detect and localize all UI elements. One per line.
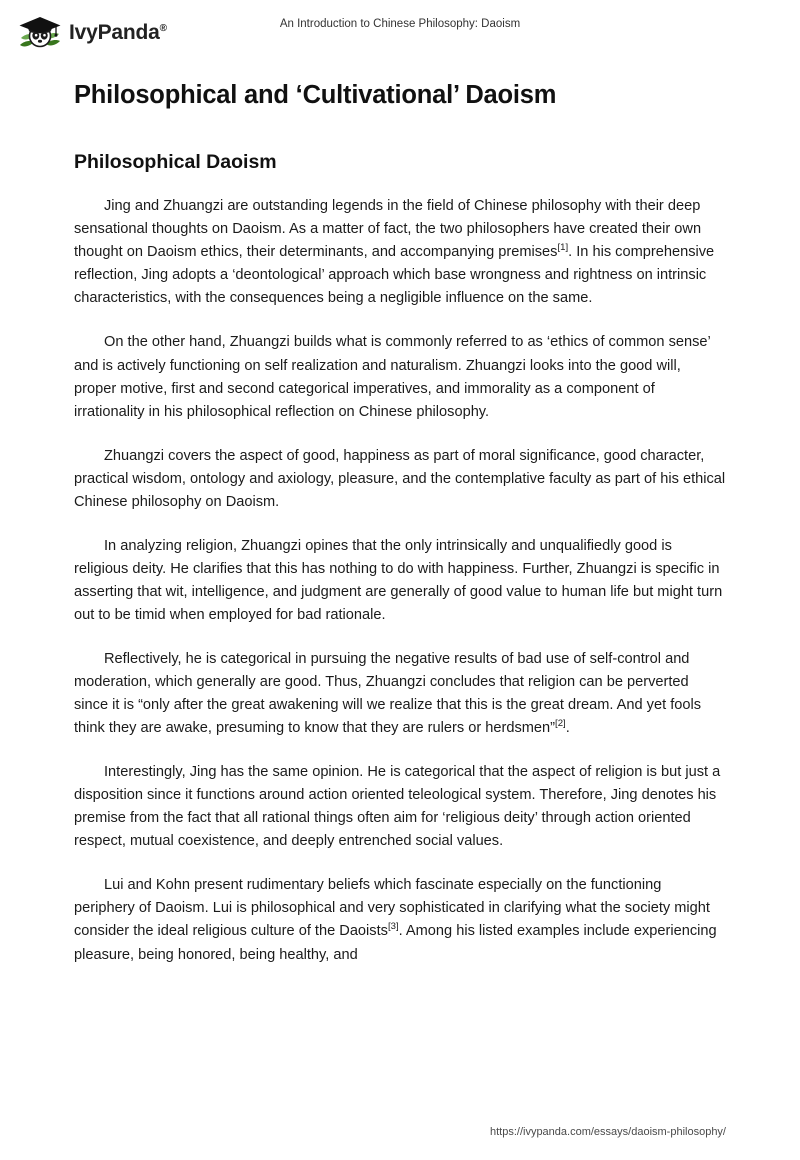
- paragraph-text: . Among his listed examples include experiencing pleasure, being honored, being healthy, and: [74, 923, 717, 963]
- footnote-reference[interactable]: [2]: [555, 718, 566, 730]
- body-paragraph: [74, 874, 726, 966]
- paragraph-text: Reflectively, he is categorical in pursuing the negative results of bad use of self-control and moderation, which generally are good. Thus, Zhuangzi concludes that religion can be perverted since it is “only after the great awakening will we realize that this is the great dream. And yet fools think they are awake, presuming to know that they are rulers or herdsmen”: [74, 651, 702, 737]
- paragraph-text: .: [565, 720, 570, 737]
- paragraph-text: Lui and Kohn present rudimentary beliefs which fascinate especially on the functioning periphery of Daoism. Lui is philosophical and very sophisticated in clarifying what the society might consider the ideal religious culture of the Daoists: [74, 877, 710, 940]
- registered-trademark-symbol: ®: [159, 23, 167, 34]
- paragraph-text: In analyzing religion, Zhuangzi opines that the only intrinsically and unqualifiedly good is religious deity. He clarifies that this has nothing to do with happiness. Further, Zhuangzi is specific in asserting that wit, intelligence, and judgment are generally of good value to human life but might turn out to be timid when employed for bad rationale.: [74, 537, 723, 623]
- body-paragraph: [74, 331, 726, 423]
- source-url-link[interactable]: https://ivypanda.com/essays/daoism-philosophy/: [489, 1126, 726, 1138]
- brand-name: IvyPanda®: [69, 21, 167, 44]
- page-footer: [0, 1126, 800, 1138]
- paragraph-text: On the other hand, Zhuangzi builds what is commonly referred to as ‘ethics of common sense’ and is actively functioning on self realization and naturalism. Zhuangzi looks into the good will, proper motive, first and second categorical imperatives, and immorality as a component of irrationality in his philosophical reflection on Chinese philosophy.: [74, 334, 711, 420]
- page-title: Philosophical and ‘Cultivational’ Daoism: [74, 81, 557, 109]
- body-paragraph: [74, 535, 726, 627]
- paragraph-text: Interestingly, Jing has the same opinion. He is categorical that the aspect of religion is but just a disposition since it functions around action oriented teleological system. Therefore, Jing denotes his premise from the fact that all rational things often aim for ‘religious deity’ through action oriented respect, mutual coexistence, and deeply entrenched social values.: [74, 764, 721, 850]
- paragraph-text: . In his comprehensive reflection, Jing adopts a ‘deontological’ approach which base wrongness and rightness on intrinsic characteristics, with the consequences being a negligible influence on the same.: [74, 244, 715, 307]
- body-paragraph: [74, 648, 726, 740]
- paragraph-list: [74, 195, 726, 966]
- body-paragraph: [74, 445, 726, 514]
- document-body: [74, 62, 726, 967]
- paragraph-text: Zhuangzi covers the aspect of good, happiness as part of moral significance, good character, practical wisdom, ontology and axiology, pleasure, and the contemplative faculty as part of his ethical Chinese philosophy on Daoism.: [74, 447, 726, 510]
- graduation-cap-panda-logo-icon: [18, 14, 62, 52]
- paragraph-text: Jing and Zhuangzi are outstanding legends in the field of Chinese philosophy with their deep sensational thoughts on Daoism. As a matter of fact, the two philosophers have created their own thought on Daoism ethics, their determinants, and accompanying premises: [74, 198, 702, 261]
- footnote-reference[interactable]: [3]: [387, 921, 399, 933]
- brand-logo-group[interactable]: [18, 14, 167, 52]
- footnote-reference[interactable]: [1]: [557, 242, 569, 254]
- body-paragraph: [74, 761, 726, 853]
- body-paragraph: [74, 195, 726, 310]
- section-heading: Philosophical Daoism: [74, 150, 277, 173]
- page-header: [0, 0, 800, 62]
- running-header-title: An Introduction to Chinese Philosophy: Daoism: [279, 18, 521, 30]
